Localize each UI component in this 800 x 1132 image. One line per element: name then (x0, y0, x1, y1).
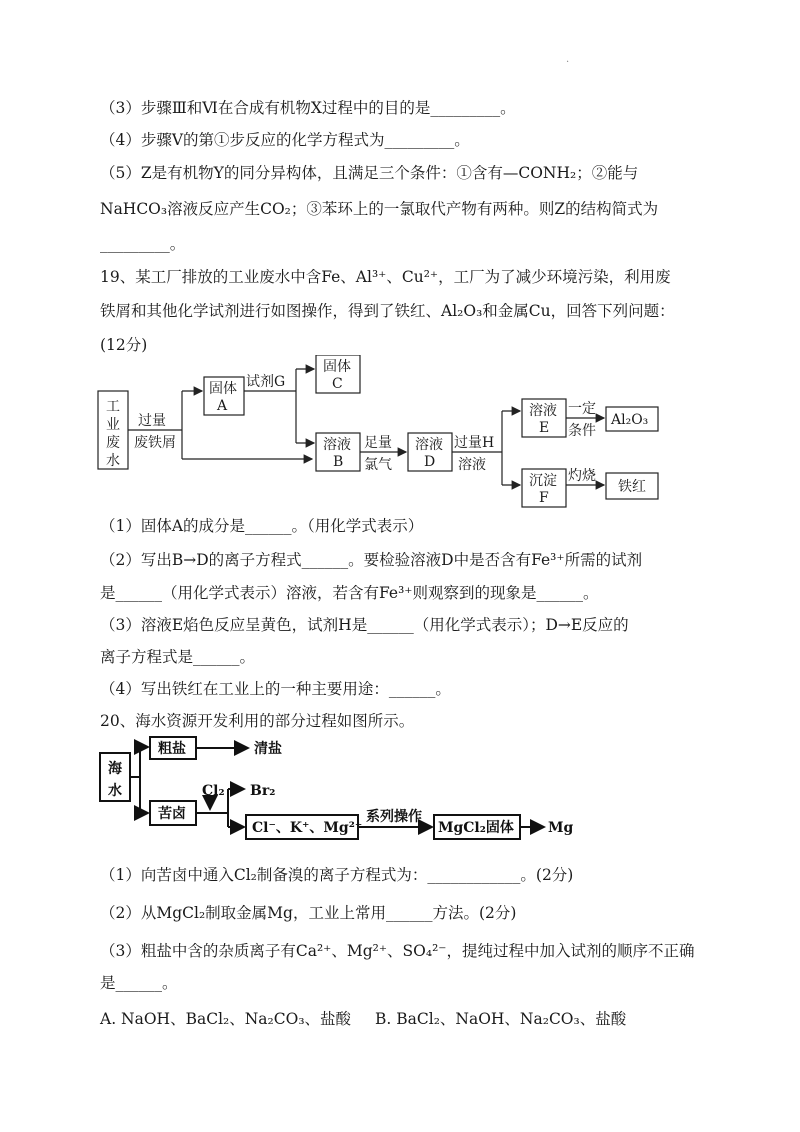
q19-part2-line2: 是______（用化学式表示）溶液，若含有Fe³⁺则观察到的现象是______。 (100, 584, 599, 602)
seawater-char-2: 水 (108, 783, 122, 799)
iron-scrap-label: 废铁屑 (134, 435, 176, 451)
q18-part5-line3: _________。 (100, 235, 186, 253)
excess-label: 过量 (138, 413, 166, 429)
q19-part2-line1: （2）写出B→D的离子方程式______。要检验溶液D中是否含有Fe³⁺所需的试剂 (100, 551, 643, 569)
q19-flowchart (96, 355, 666, 515)
chlorine-label: Cl₂ (202, 783, 225, 799)
q20-stem: 20、海水资源开发利用的部分过程如图所示。 (100, 712, 415, 730)
q20-part3-line2: 是______。 (100, 974, 178, 992)
wastewater-char-2: 业 (106, 417, 120, 433)
mgcl2-label: MgCl₂固体 (438, 820, 514, 836)
q19-stem-line1: 19、某工厂排放的工业废水中含Fe、Al³⁺、Cu²⁺，工厂为了减少环境污染，利用废 (100, 268, 671, 286)
q18-part3: （3）步骤Ⅲ和Ⅵ在合成有机物X过程中的目的是_________。 (100, 99, 516, 117)
solution-e-line2: E (539, 420, 550, 436)
q19-part1: （1）固体A的成分是______。（用化学式表示） (100, 517, 424, 535)
al2o3-label: Al₂O₃ (611, 412, 649, 428)
wastewater-char-4: 水 (106, 453, 120, 469)
q20-part1: （1）向苦卤中通入Cl₂制备溴的离子方程式为：____________。(2分) (100, 866, 574, 884)
q19-part3-line2: 离子方程式是______。 (100, 648, 256, 666)
solid-c-line1: 固体 (323, 359, 351, 375)
q20-option-b: B. BaCl₂、NaOH、Na₂CO₃、盐酸 (375, 1010, 627, 1028)
precipitate-f-line2: F (539, 490, 549, 506)
q20-flowchart (98, 735, 578, 855)
solid-a-line1: 固体 (209, 381, 237, 397)
q19-score: (12分) (100, 336, 148, 354)
solution-e-line1: 溶液 (529, 403, 557, 419)
solution-d-line1: 溶液 (415, 437, 443, 453)
page-mark: . (566, 54, 570, 65)
solid-a-line2: A (217, 398, 228, 414)
reagent-h-label-2: 溶液 (458, 457, 486, 473)
clean-salt-label: 清盐 (254, 741, 282, 757)
q19-stem-line2: 铁屑和其他化学试剂进行如图操作，得到了铁红、Al₂O₃和金属Cu，回答下列问题： (100, 302, 675, 320)
q18-part4: （4）步骤V的第①步反应的化学方程式为_________。 (100, 131, 470, 149)
q18-part5-line1: （5）Z是有机物Y的同分异构体，且满足三个条件：①含有—CONH₂；②能与 (100, 164, 639, 182)
crude-salt-label: 粗盐 (158, 741, 186, 757)
condition-label-2: 条件 (568, 423, 596, 439)
solution-d-line2: D (424, 454, 436, 470)
q20-part2: （2）从MgCl₂制取金属Mg，工业上常用______方法。(2分) (100, 904, 517, 922)
wastewater-char-3: 废 (106, 435, 120, 451)
solution-b-line1: 溶液 (323, 437, 351, 453)
reagent-h-label-1: 过量H (454, 435, 495, 451)
q19-part4: （4）写出铁红在工业上的一种主要用途：______。 (100, 680, 451, 698)
chlorine-label-2: 氯气 (364, 457, 392, 473)
bromine-label: Br₂ (250, 783, 276, 799)
seawater-char-1: 海 (108, 761, 122, 777)
q20-option-a: A. NaOH、BaCl₂、Na₂CO₃、盐酸 (100, 1010, 352, 1028)
chlorine-label-1: 足量 (364, 435, 392, 451)
reagent-g-label: 试剂G (246, 374, 286, 390)
q18-part5-line2: NaHCO₃溶液反应产生CO₂；③苯环上的一氯取代产物有两种。则Z的结构简式为 (100, 200, 659, 218)
rust-label: 铁红 (618, 479, 646, 495)
bittern-label: 苦卤 (158, 806, 186, 822)
ions-label: Cl⁻、K⁺、Mg²⁺ (252, 820, 363, 836)
solution-b-line2: B (333, 454, 344, 470)
precipitate-f-line1: 沉淀 (529, 473, 557, 489)
q20-part3-line1: （3）粗盐中含的杂质离子有Ca²⁺、Mg²⁺、SO₄²⁻，提纯过程中加入试剂的顺序不正确 (100, 942, 695, 960)
wastewater-char-1: 工 (106, 399, 120, 415)
q19-part3-line1: （3）溶液E焰色反应呈黄色，试剂H是______（用化学式表示）；D→E反应的 (100, 616, 629, 634)
mg-label: Mg (548, 820, 574, 836)
calcine-label: 灼烧 (568, 468, 596, 484)
series-ops-label: 系列操作 (366, 809, 422, 825)
solid-c-line2: C (332, 376, 343, 392)
condition-label-1: 一定 (568, 401, 596, 417)
